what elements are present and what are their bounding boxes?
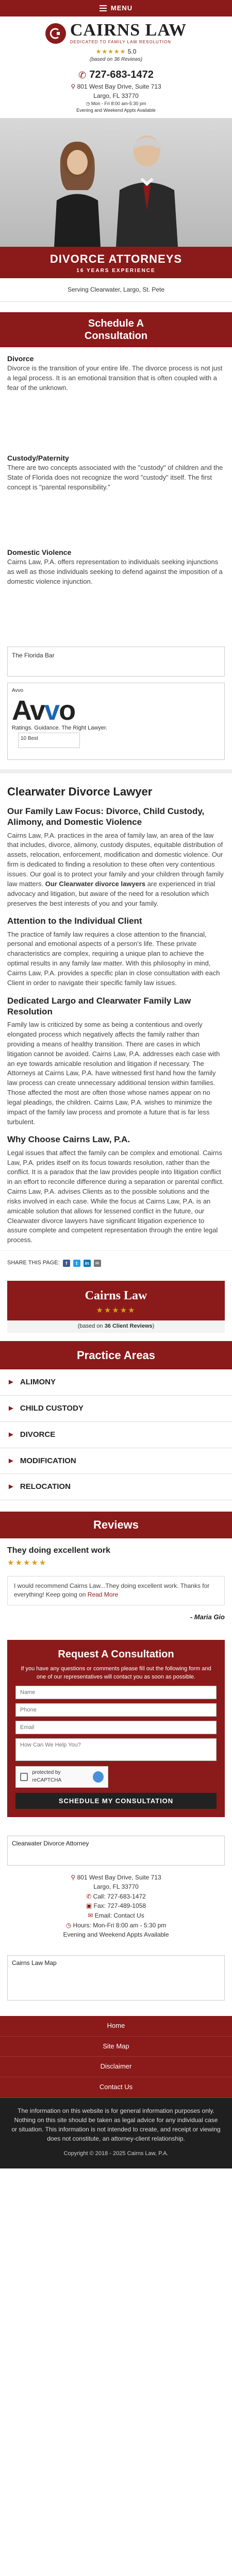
twitter-share-icon[interactable]: t (73, 1260, 80, 1267)
facebook-share-icon[interactable]: f (63, 1260, 70, 1267)
city-line: Largo, FL 33770 (93, 92, 139, 99)
phone-field[interactable] (15, 1703, 217, 1717)
review-author: - Maria Gio (190, 1613, 225, 1621)
footer-fax-text: Fax: 727-489-1058 (93, 1902, 146, 1910)
reviews-count[interactable]: (based on 36 Reviews) (89, 56, 143, 62)
consultation-intro: If you have any questions or comments please fill out the following form and one of our representatives will contact you as soon as possible. (21, 1665, 211, 1680)
footer-name-box: Clearwater Divorce Attorney (7, 1836, 225, 1866)
message-field[interactable] (15, 1738, 217, 1761)
name-field[interactable] (15, 1686, 217, 1699)
attorney-photo-female (49, 139, 106, 247)
footer-phone-text: Call: 727-683-1472 (93, 1892, 146, 1900)
section-text (7, 831, 225, 909)
disclaimer (0, 2098, 232, 2168)
linkedin-share-icon[interactable]: in (84, 1260, 91, 1267)
custody-box[interactable] (0, 447, 232, 500)
consultation-form (7, 1640, 225, 1817)
section-title: Attention to the Individual Client (7, 916, 142, 926)
main-content (0, 773, 232, 1246)
practice-area-label: ALIMONY (20, 1378, 56, 1387)
menu-label[interactable]: MENU (110, 4, 133, 12)
hero-photo (0, 118, 232, 247)
logo-text (70, 22, 187, 45)
read-more-link[interactable]: Read More (87, 1591, 119, 1599)
review-title: They doing excellent work (7, 1546, 111, 1555)
email-field[interactable] (15, 1721, 217, 1734)
practice-area-child-custody[interactable] (0, 1396, 232, 1422)
reviews-widget-stars: ★★★★★ (96, 1306, 136, 1315)
footer-link-contact[interactable]: Contact Us (0, 2077, 232, 2098)
footer-email[interactable] (7, 1911, 225, 1921)
clock-icon: ◷ (86, 101, 90, 107)
practice-area-alimony[interactable] (0, 1369, 232, 1396)
reviews-widget-note (7, 1320, 225, 1333)
top-bar (0, 0, 232, 16)
schedule-consultation-button[interactable] (0, 312, 232, 347)
phone-number: 727-683-1472 (89, 69, 154, 81)
practice-area-label: RELOCATION (20, 1482, 71, 1492)
hero-subtitle: 16 YEARS EXPERIENCE (76, 268, 156, 274)
footer-link-sitemap[interactable]: Site Map (0, 2037, 232, 2057)
recaptcha-checkbox[interactable] (20, 1773, 28, 1781)
footer-city: Largo, FL 33770 (93, 1883, 139, 1891)
review-card (0, 1538, 232, 1629)
phone-icon: ✆ (78, 70, 87, 80)
section-text: The practice of family law requires a close attention to the financial, personal and emotional aspects of a person's life. These private characteristics are complex, requiring a unique plan to achieve the optimal results in any family law matter. With this philosophy in mind, Cairns Law, P.A. provides a specific plan in close consultation with each Client in order to navigate their specific family law issues. (7, 930, 220, 987)
practice-area-label: DIVORCE (20, 1430, 56, 1439)
logo-tagline: DEDICATED TO FAMILY LAW RESOLUTION (70, 40, 171, 44)
florida-bar-label: The Florida Bar (12, 651, 55, 659)
practice-area-label: MODIFICATION (20, 1456, 76, 1465)
phone-link[interactable] (0, 67, 232, 82)
section-text: Family law is criticized by some as being a contentious and overly elongated process which negatively affects the family rather than providing a means of healthy transition. There are cases in which litigation cannot be avoided. Cairns Law, P.A. addresses each case with an eye towards amicable resolution and litigation if necessary. The Attorneys at Cairns Law, P.A. have witnessed first hand how the family law process can create unnecessary additional tension within families. Those affected the most are often those whose names appear on no legal pleadings, the children. Cairns Law, P.A. wishes to minimize the impact of the family law process and promote a future that is far less turbulent. (7, 1021, 220, 1126)
submit-button[interactable]: SCHEDULE MY CONSULTATION (15, 1793, 217, 1809)
section-title: Why Choose Cairns Law, P.A. (7, 1134, 130, 1145)
recaptcha-text: protected by reCAPTCHA (32, 1770, 62, 1783)
custody-title: Custody/Paternity (7, 453, 69, 462)
avvo-logo (12, 697, 220, 724)
logo[interactable] (45, 22, 187, 45)
spacer (0, 500, 232, 541)
email-share-icon[interactable]: ✉ (94, 1260, 101, 1267)
hero-band (0, 247, 232, 278)
reviews-widget-title: Cairns Law (85, 1289, 147, 1303)
footer-weekend: Evening and Weekend Appts Available (63, 1931, 169, 1939)
weekend-line: Evening and Weekend Appts Available (76, 108, 156, 113)
footer-info (7, 1873, 225, 1940)
practice-area-label: CHILD CUSTODY (20, 1404, 84, 1413)
note-suffix: ) (152, 1323, 155, 1329)
attorney-photo-male (113, 128, 180, 247)
footer-fax (7, 1901, 225, 1911)
divorce-box[interactable] (0, 347, 232, 400)
share-label: SHARE THIS PAGE: (7, 1260, 60, 1266)
divider (0, 769, 232, 773)
map-label: Cairns Law Map (12, 1959, 57, 1967)
footer-links (0, 2016, 232, 2098)
map-box[interactable] (7, 1955, 225, 2001)
hero-title: DIVORCE ATTORNEYS (49, 252, 183, 266)
recaptcha-logo-icon (93, 1771, 104, 1783)
section-title: Dedicated Largo and Clearwater Family Law Resolution (7, 995, 191, 1016)
chevron-right-icon: ► (7, 1404, 15, 1413)
text-span: Cairns Law, P.A. practices in the area of family law, an area of the law that includes, divorce, alimony, custody disputes, equitable distribution of assets, relocation, enforcement, modification and domestic violence. Our firm is dedicated to finding a resolution to these often very contentious issues. Our goal is to protect your family and your children through family law matters. (7, 831, 224, 888)
copyright: Copyright © 2018 - 2025 Cairns Law, P.A. (63, 2150, 169, 2157)
avvo-head: Avvo (12, 687, 24, 693)
footer-hours-text: Hours: Mon-Fri 8:00 am - 5:30 pm (73, 1921, 167, 1929)
avvo-tagline: Ratings. Guidance. The Right Lawyer. (12, 725, 108, 732)
rating-stars: ★★★★★ (95, 47, 126, 55)
reviews-title: Reviews (0, 1512, 232, 1538)
practice-area-relocation[interactable] (0, 1474, 232, 1500)
dv-text: Cairns Law, P.A. offers representation to individuals seeking injunctions as well as those individuals seeking to defend against the imposition of a domestic violence injunction. (7, 558, 223, 585)
avvo-logo-part: Av (12, 695, 45, 726)
footer-address-text: 801 West Bay Drive, Suite 713 (77, 1873, 161, 1881)
chevron-right-icon: ► (7, 1430, 15, 1439)
footer-address (7, 1873, 225, 1883)
disclaimer-text: The information on this website is for general information purposes only. Nothing on this site should be taken as legal advice for any individual case or situation. This information is not intended to create, and receipt or viewing does not constitute, an attorney-client relationship. (11, 2107, 221, 2143)
spacer (0, 400, 232, 447)
serving-areas: Serving Clearwater, Largo, St. Pete (0, 278, 232, 302)
recaptcha-widget[interactable] (15, 1766, 108, 1788)
review-quote-text: I would recommend Cairns Law...They doing excellent work. Thanks for everything! Keep going on (14, 1582, 210, 1599)
clock-icon: ◷ (65, 1921, 72, 1929)
text-span: are experienced in trial advocacy and litigation, but aware of the need for a resolution which preserves the best interests of you and your family. (7, 879, 216, 907)
review-stars: ★★★★★ (7, 1558, 47, 1568)
schedule-title: Schedule A Consultation (84, 318, 148, 342)
section-text: Legal issues that affect the family can be complex and emotional. Cairns Law, P.A. prides itself on its focus towards resolution, rather than the conflict. It is a paradox that the law provides people into litigation conflict in an effort to reconcile difference during a separation or parental conflict. Cairns Law, P.A. advises Clients as to the possible solutions and the risks involved in each case. While the focus at Cairns Law, P.A. is an amicable solution that allows for lessened conflict in the future, our Clearwater divorce lawyers have significant litigation experience to assure complete and competent representation through the entire legal process. (7, 1148, 224, 1244)
logo-mark-icon (45, 23, 66, 44)
text-strong: Our Clearwater divorce lawyers (45, 879, 146, 888)
hamburger-menu-icon[interactable] (100, 5, 107, 11)
logo-name: CAIRNS LAW (70, 21, 187, 40)
avvo-10-best[interactable]: 10 Best (18, 733, 80, 748)
custody-text: There are two concepts associated with the "custody" of children and the State of Florida does not recognize the word "custody" itself. The first concept is "parental responsibility." (7, 464, 223, 491)
avvo-badge[interactable] (7, 683, 225, 760)
florida-bar-badge[interactable] (7, 647, 225, 676)
chevron-right-icon: ► (7, 1456, 15, 1465)
review-quote (7, 1576, 225, 1605)
footer-link-disclaimer[interactable]: Disclaimer (0, 2057, 232, 2077)
share-bar (0, 1250, 232, 1276)
domestic-violence-box[interactable] (0, 541, 232, 594)
hours-line: Mon - Fri 8:00 am-5:30 pm (91, 101, 146, 107)
hours-row (0, 100, 232, 107)
address-row (0, 82, 232, 91)
divorce-title: Divorce (7, 354, 34, 363)
practice-area-divorce[interactable] (0, 1422, 232, 1448)
footer-phone[interactable] (7, 1892, 225, 1902)
page-title: Clearwater Divorce Lawyer (7, 785, 153, 798)
footer-email-text: Email: Contact Us (94, 1911, 144, 1919)
chevron-right-icon: ► (7, 1482, 15, 1492)
address-line: 801 West Bay Drive, Suite 713 (77, 83, 161, 91)
section-title: Our Family Law Focus: Divorce, Child Custody, Alimony, and Domestic Violence (7, 806, 205, 827)
rating-value: 5.0 (127, 47, 137, 55)
reviews-widget[interactable] (7, 1281, 225, 1320)
note-bold[interactable]: 36 Client Reviews (104, 1323, 153, 1329)
chevron-right-icon: ► (7, 1378, 15, 1387)
map-pin-icon: ⚲ (71, 1873, 76, 1881)
footer-link-home[interactable]: Home (0, 2016, 232, 2037)
footer-contact (0, 1829, 232, 1946)
phone-icon: ✆ (86, 1892, 92, 1900)
practice-areas-title: Practice Areas (0, 1341, 232, 1370)
note-prefix: (based on (77, 1323, 103, 1329)
map-pin-icon: ⚲ (71, 83, 76, 91)
email-icon: ✉ (88, 1911, 93, 1919)
site-header (0, 16, 232, 118)
practice-area-modification[interactable] (0, 1448, 232, 1475)
spacer (0, 594, 232, 640)
rating-row (0, 47, 232, 56)
divorce-text: Divorce is the transition of your entire life. The divorce process is not just a legal process. It is an emotional transition that is often coupled with a fear of the unknown. (7, 364, 223, 392)
avvo-logo-part: o (59, 695, 75, 726)
fax-icon: ▣ (86, 1902, 92, 1910)
dv-title: Domestic Violence (7, 548, 72, 556)
consultation-title: Request A Consultation (58, 1648, 174, 1660)
avvo-logo-part: v (44, 695, 59, 726)
practice-areas-list (0, 1369, 232, 1500)
footer-hours (7, 1921, 225, 1930)
